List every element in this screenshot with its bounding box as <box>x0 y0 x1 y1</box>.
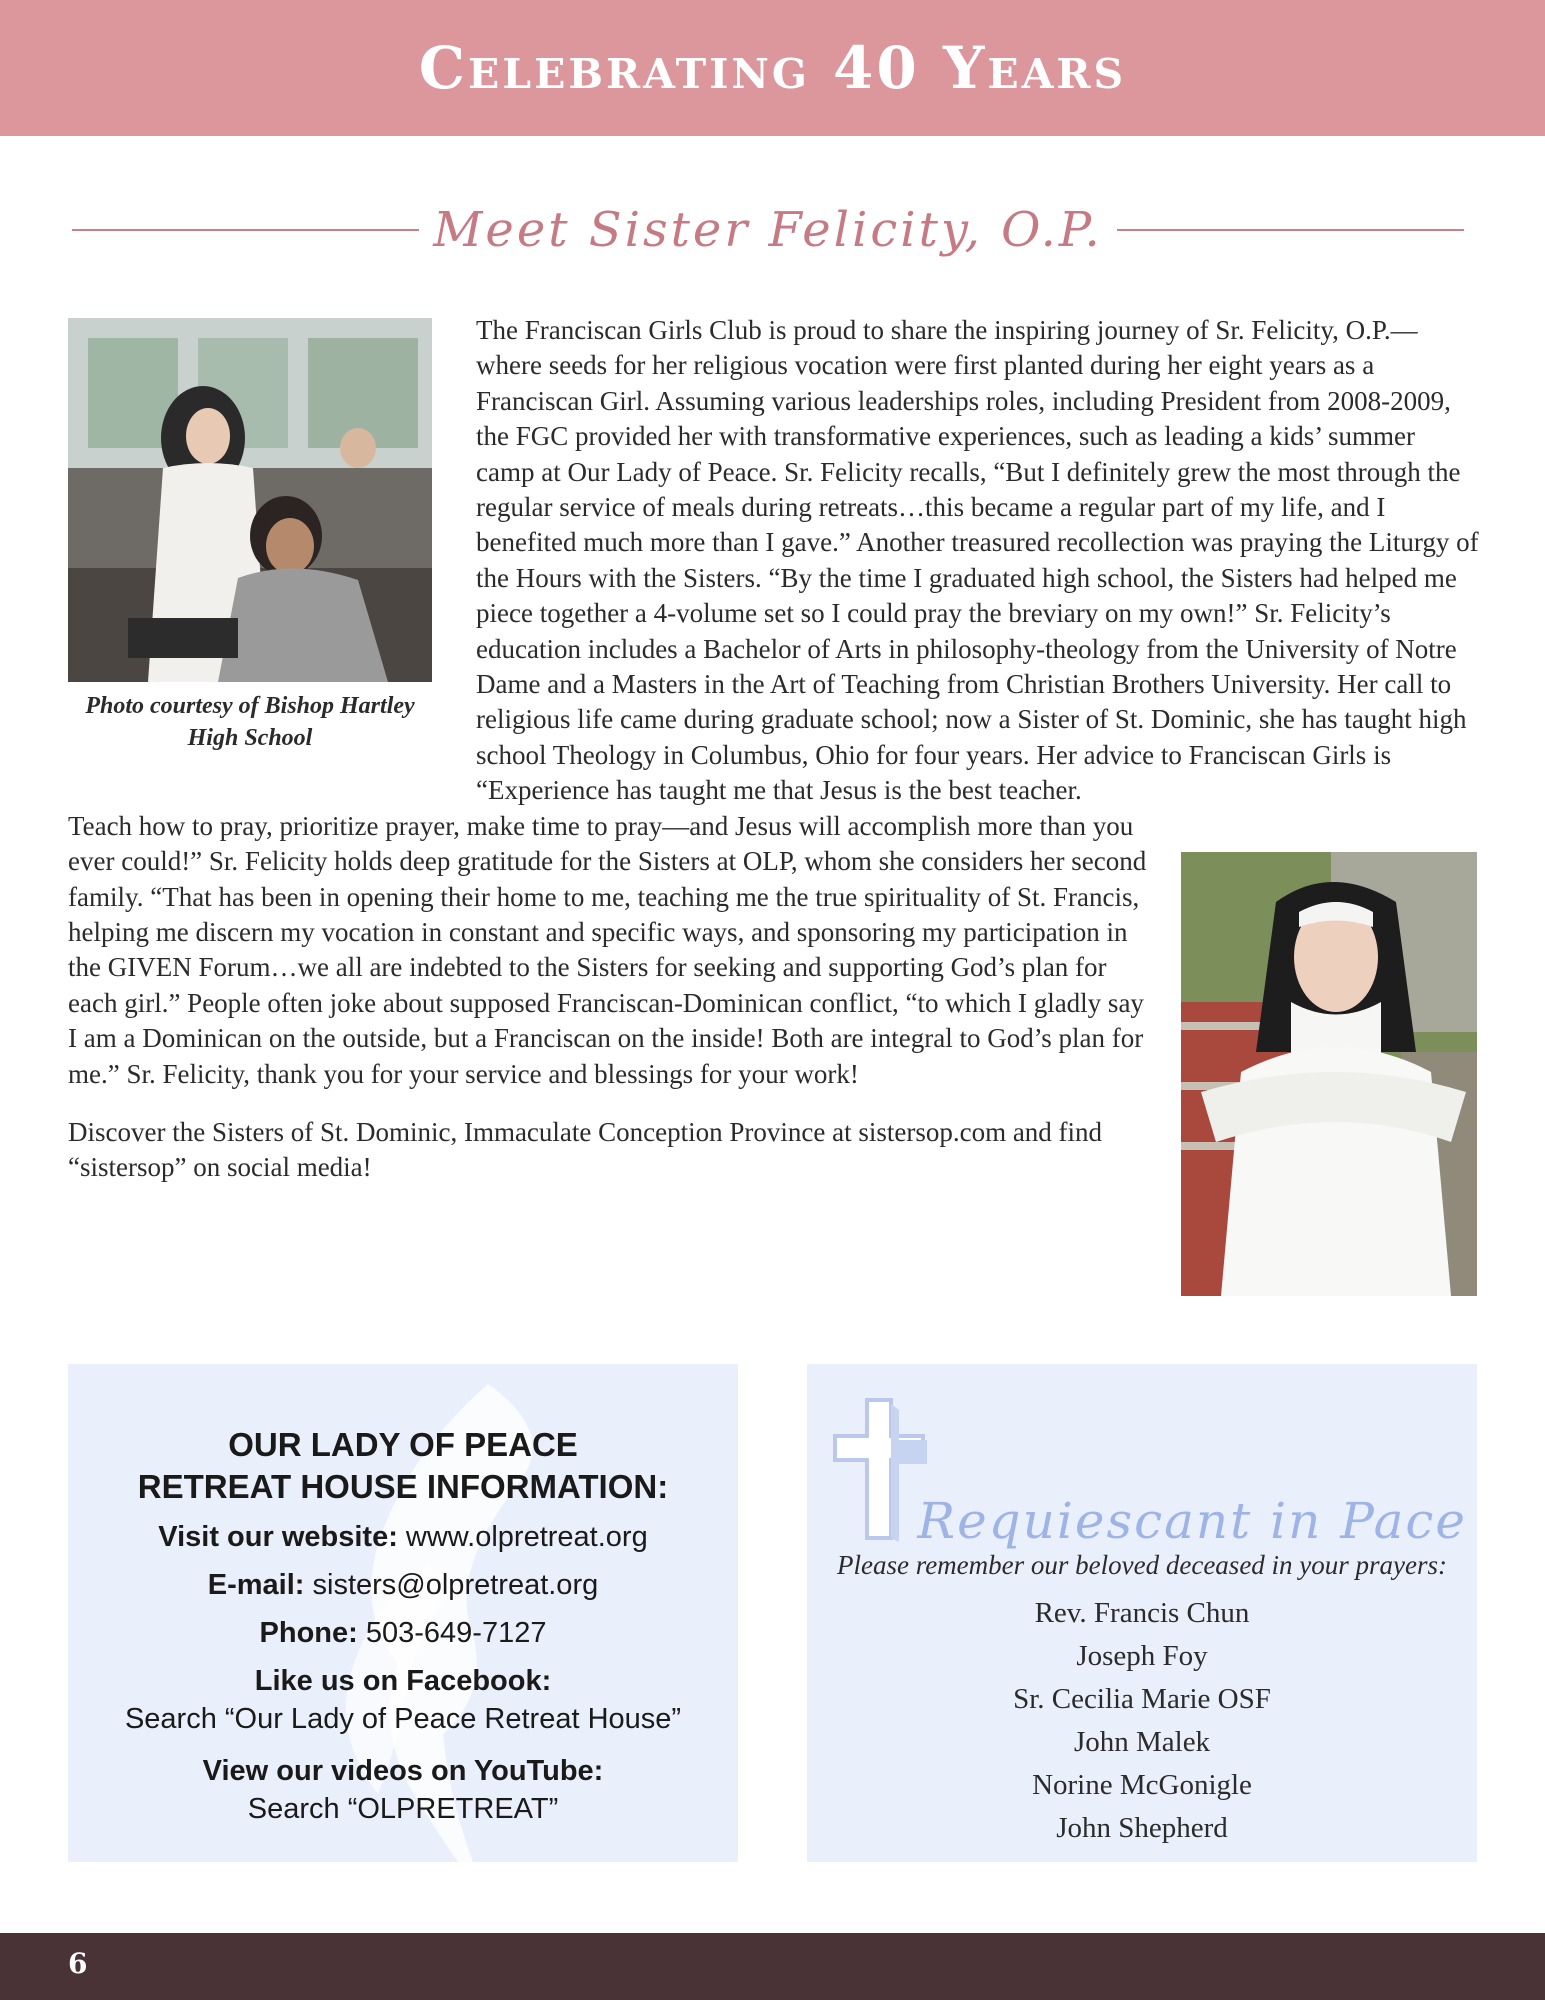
memorial-name: Joseph Foy <box>1076 1640 1208 1672</box>
phone-value: 503-649-7127 <box>365 1617 547 1649</box>
page-number: 6 <box>68 1947 88 1980</box>
header-banner <box>0 0 1545 136</box>
youtube-search: Search “OLPRETREAT” <box>247 1793 559 1825</box>
website-link[interactable]: www.olpretreat.org <box>405 1521 648 1553</box>
retreat-info-title-2: RETREAT HOUSE INFORMATION: <box>137 1468 669 1505</box>
retreat-info <box>68 1424 738 1828</box>
memorial-name: Norine McGonigle <box>1032 1769 1252 1801</box>
website-line <box>68 1518 738 1556</box>
photo-caption: Photo courtesy of Bishop Hartley High School <box>85 693 415 751</box>
email-line <box>68 1566 738 1604</box>
memorial-name: Rev. Francis Chun <box>1034 1597 1250 1629</box>
memorial-name: John Malek <box>1073 1726 1211 1758</box>
banner-title: Celebrating 40 Years <box>418 34 1127 102</box>
phone-line <box>68 1614 738 1652</box>
memorial-name: John Shepherd <box>1056 1812 1228 1844</box>
memorial-subtitle: Please remember our beloved deceased in your prayers: <box>836 1550 1448 1580</box>
retreat-info-title-1: OUR LADY OF PEACE <box>228 1426 578 1463</box>
article-paragraph-2: Discover the Sisters of St. Dominic, Immaculate Conception Province at sistersop.com and find “sistersop” on social media! <box>68 1116 1103 1183</box>
sister-portrait-image <box>1181 852 1477 1296</box>
phone-label: Phone: <box>259 1617 358 1649</box>
email-link[interactable]: sisters@olpretreat.org <box>312 1569 599 1601</box>
memorial-name: Sr. Cecilia Marie OSF <box>1013 1683 1271 1715</box>
website-label: Visit our website: <box>158 1521 398 1553</box>
heading-rule-right <box>1117 229 1464 231</box>
article-title: Meet Sister Felicity, O.P. <box>433 202 1103 258</box>
memorial-names <box>807 1592 1477 1850</box>
retreat-info-panel <box>68 1364 738 1862</box>
article-paragraph-1: The Franciscan Girls Club is proud to share the inspiring journey of Sr. Felicity, O.P.—where seeds for her religious vocation were first planted during her eight years as a Franciscan Girl. Assuming various leaderships roles, including President from 2008-2009, the FGC provided her with transformative experiences, such as leading a kids’ summer camp at Our Lady of Peace. Sr. Felicity recalls, “But I definitely grew the most through the regular service of meals during retreats…this became a regular part of my life, and I benefited much more than I gave.” Another treasured recollection was praying the Liturgy of the Hours with the Sisters. “By the time I graduated high school, the Sisters had helped me piece together a 4-volume set so I could pray the breviary on my own!” Sr. Felicity’s education includes a Bachelor of Arts in philosophy-theology from the University of Notre Dame and a Masters in the Art of Teaching from Christian Brothers University. Her call to religious life came during graduate school; now a Sister of St. Dominic, she has taught high school Theology in Columbus, Ohio for four years. Her advice to Franciscan Girls is “Experience has taught me that Jesus is the best teacher. Teach how to pray, prioritize prayer, make time to pray—and Jesus will accomplish more than you ever could!” Sr. Felicity holds deep gratitude for the Sisters at OLP, whom she considers her second family. “That has been in opening their home to me, teaching me the true spirituality of St. Francis, helping me discern my vocation in constant and specific ways, and sponsoring my participation in the GIVEN Forum…we all are indebted to the Sisters for seeking and supporting God’s plan for each girl.” People often joke about supposed Franciscan-Dominican conflict, “to which I gladly say I am a Dominican on the outside, but a Franciscan on the inside! Both are integral to God’s plan for me.” Sr. Felicity, thank you for your service and blessings for your work! <box>68 315 1479 1089</box>
left-photo-space <box>68 313 476 778</box>
sister-portrait-photo <box>1181 852 1477 1296</box>
memorial-title: Requiescant in Pace <box>917 1492 1467 1550</box>
article-heading <box>72 200 1464 260</box>
footer-bar <box>0 1933 1545 2000</box>
right-spacer <box>1479 313 1480 803</box>
youtube-label: View our videos on YouTube: <box>202 1755 604 1787</box>
email-label: E-mail: <box>207 1569 305 1601</box>
heading-rule-left <box>72 229 419 231</box>
facebook-search: Search “Our Lady of Peace Retreat House” <box>124 1703 682 1735</box>
memorial-panel <box>807 1364 1477 1862</box>
facebook-label: Like us on Facebook: <box>254 1665 552 1697</box>
